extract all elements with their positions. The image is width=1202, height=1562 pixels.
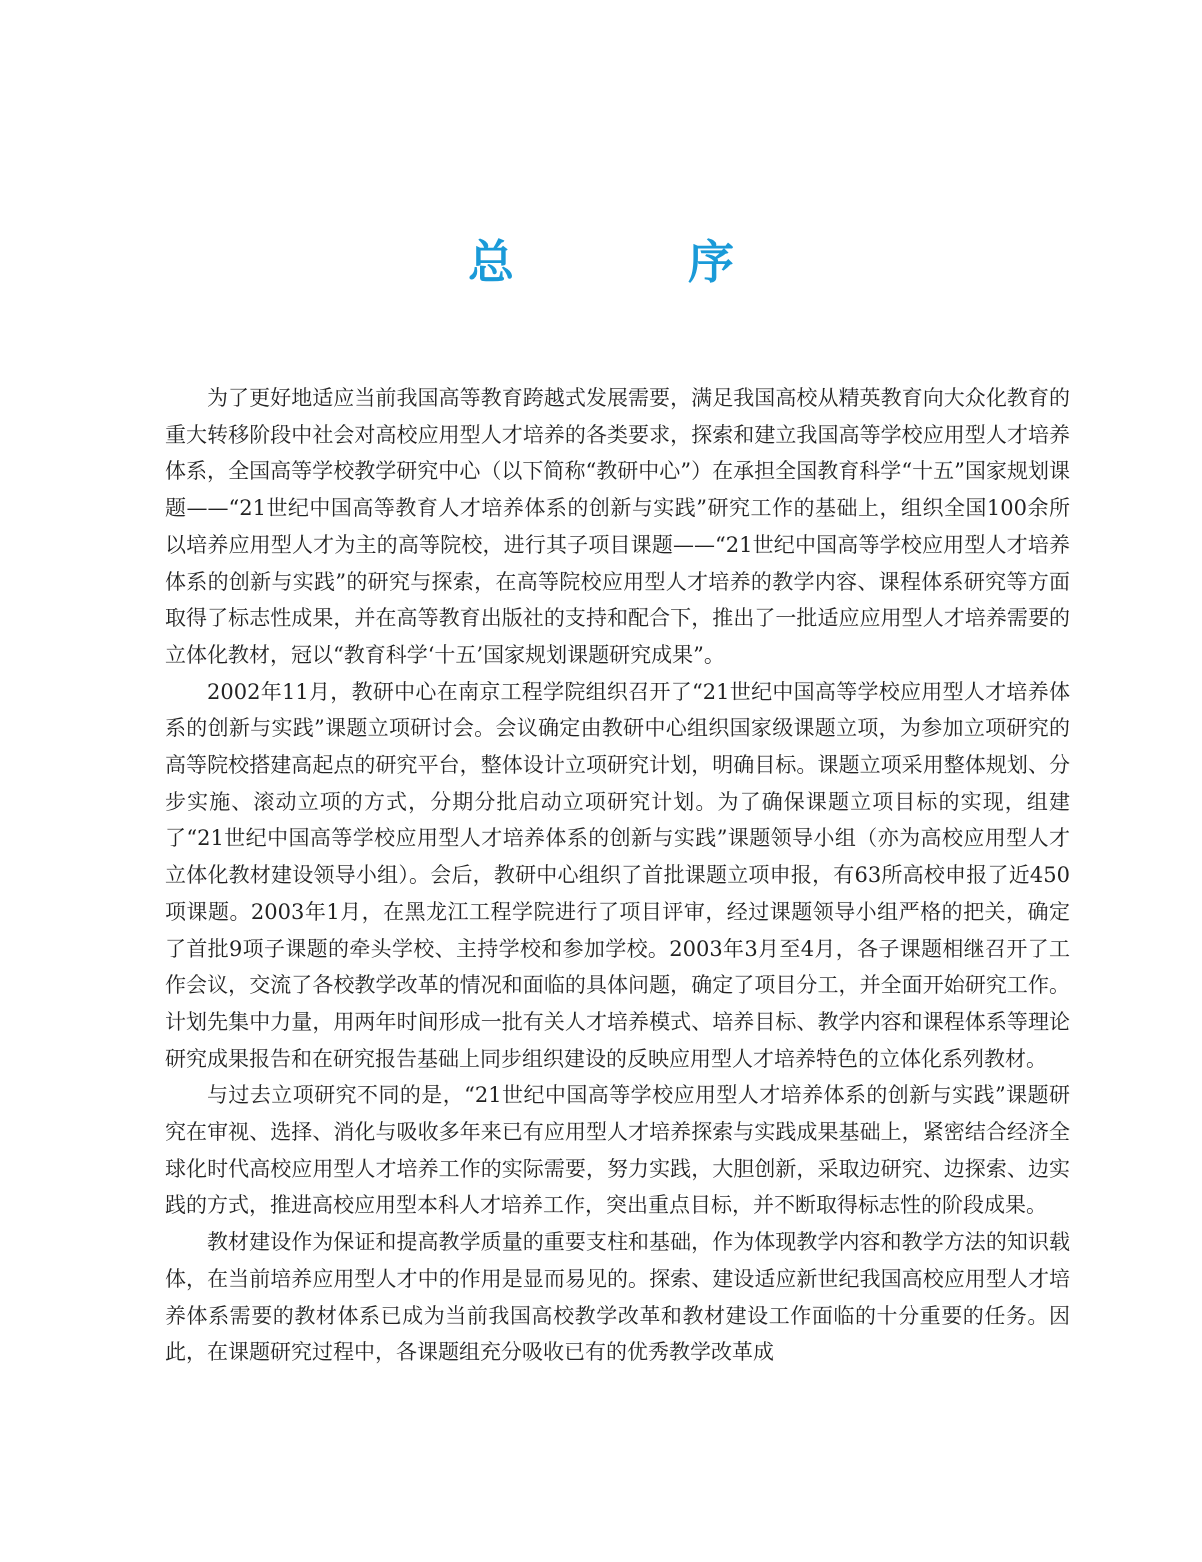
paragraph-3: 与过去立项研究不同的是，“21世纪中国高等学校应用型人才培养体系的创新与实践”课题研究在审视、选择、消化与吸收多年来已有应用型人才培养探索与实践成果基础上，紧密结合经济全球化时代高校应用型人才培养工作的实际需要，努力实践，大胆创新，采取边研究、边探索、边实践的方式，推进高校应用型本科人才培养工作，突出重点目标，并不断取得标志性的阶段成果。 bbox=[165, 1083, 1070, 1218]
paragraph-4: 教材建设作为保证和提高教学质量的重要支柱和基础，作为体现教学内容和教学方法的知识载体，在当前培养应用型人才中的作用是显而易见的。探索、建设适应新世纪我国高校应用型人才培养体系需要的教材体系已成为当前我国高校教学改革和教材建设工作面临的十分重要的任务。因此，在课题研究过程中，各课题组充分吸收已有的优秀教学改革成 bbox=[165, 1230, 1070, 1365]
body-text bbox=[165, 380, 1070, 1371]
page-title: 总 序 bbox=[468, 235, 798, 289]
paragraph-1: 为了更好地适应当前我国高等教育跨越式发展需要，满足我国高校从精英教育向大众化教育的重大转移阶段中社会对高校应用型人才培养的各类要求，探索和建立我国高等学校应用型人才培养体系，全国高等学校教学研究中心（以下简称“教研中心”）在承担全国教育科学“十五”国家规划课题——“21世纪中国高等教育人才培养体系的创新与实践”研究工作的基础上，组织全国100余所以培养应用型人才为主的高等院校，进行其子项目课题——“21世纪中国高等学校应用型人才培养体系的创新与实践”的研究与探索，在高等院校应用型人才培养的教学内容、课程体系研究等方面取得了标志性成果，并在高等教育出版社的支持和配合下，推出了一批适应应用型人才培养需要的立体化教材，冠以“教育科学‘十五’国家规划课题研究成果”。 bbox=[165, 386, 1070, 667]
paragraph-2: 2002年11月，教研中心在南京工程学院组织召开了“21世纪中国高等学校应用型人才培养体系的创新与实践”课题立项研讨会。会议确定由教研中心组织国家级课题立项，为参加立项研究的高等院校搭建高起点的研究平台，整体设计立项研究计划，明确目标。课题立项采用整体规划、分步实施、滚动立项的方式，分期分批启动立项研究计划。为了确保课题立项目标的实现，组建了“21世纪中国高等学校应用型人才培养体系的创新与实践”课题领导小组（亦为高校应用型人才立体化教材建设领导小组）。会后，教研中心组织了首批课题立项申报，有63所高校申报了近450项课题。2003年1月，在黑龙江工程学院进行了项目评审，经过课题领导小组严格的把关，确定了首批9项子课题的牵头学校、主持学校和参加学校。2003年3月至4月，各子课题相继召开了工作会议，交流了各校教学改革的情况和面临的具体问题，确定了项目分工，并全面开始研究工作。计划先集中力量，用两年时间形成一批有关人才培养模式、培养目标、教学内容和课程体系等理论研究成果报告和在研究报告基础上同步组织建设的反映应用型人才培养特色的立体化系列教材。 bbox=[165, 679, 1070, 1071]
